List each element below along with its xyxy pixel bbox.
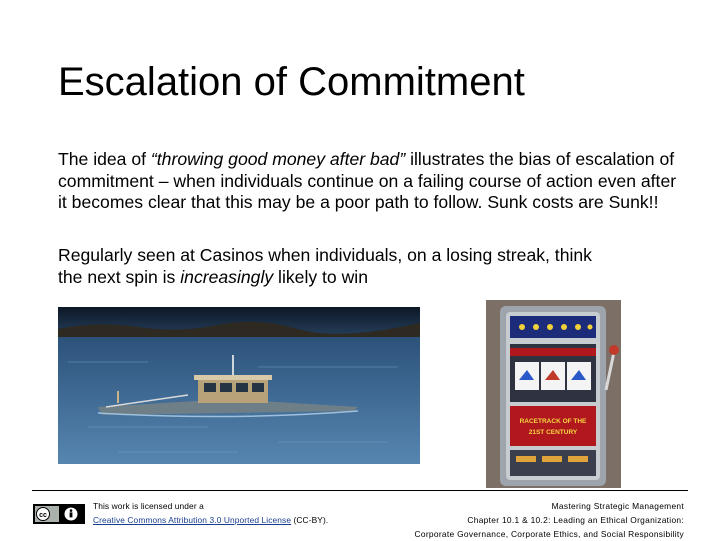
para2-line1: Regularly seen at Casinos when individuals, on a losing streak, think (58, 245, 592, 265)
para2-line2 (58, 267, 678, 289)
slot-machine-photo (486, 300, 621, 488)
para1-before: The idea of (58, 149, 151, 169)
sinking-boat-photo (58, 307, 420, 464)
paragraph-escalation-definition (58, 149, 678, 214)
slot-banner-line2: 21ST CENTURY (528, 429, 578, 436)
para2-emphasis: increasingly (180, 266, 274, 287)
para1-quote: “throwing good money after bad” (150, 149, 406, 169)
license-suffix: (CC-BY). (291, 515, 329, 525)
slot-banner-line1: RACETRACK OF THE (519, 418, 587, 425)
footer-divider (32, 490, 688, 491)
chapter-topics: Corporate Governance, Corporate Ethics, and Social Responsibility (414, 529, 684, 539)
license-link[interactable]: Creative Commons Attribution 3.0 Unported License (93, 515, 292, 525)
svg-text:cc: cc (39, 511, 47, 519)
para2-line2-before: the next spin is (58, 266, 181, 287)
book-attribution (415, 499, 684, 541)
creative-commons-badge-icon[interactable] (33, 504, 85, 524)
para2-line2-after: likely to win (273, 266, 368, 287)
book-title: Mastering Strategic Management (551, 501, 684, 511)
slide-title: Escalation of Commitment (58, 60, 525, 104)
paragraph-casino-example (58, 245, 678, 288)
license-prefix: This work is licensed under a (93, 501, 204, 511)
para1-after: illustrates the bias of escalation of commitment – when individuals continue on a failing course of action even after it becomes clear that this may be a poor path to follow. Sunk costs are Sunk!! (58, 149, 677, 212)
chapter-title: Chapter 10.1 & 10.2: Leading an Ethical Organization: (467, 515, 684, 525)
license-line (93, 513, 328, 527)
license-notice (93, 499, 328, 527)
